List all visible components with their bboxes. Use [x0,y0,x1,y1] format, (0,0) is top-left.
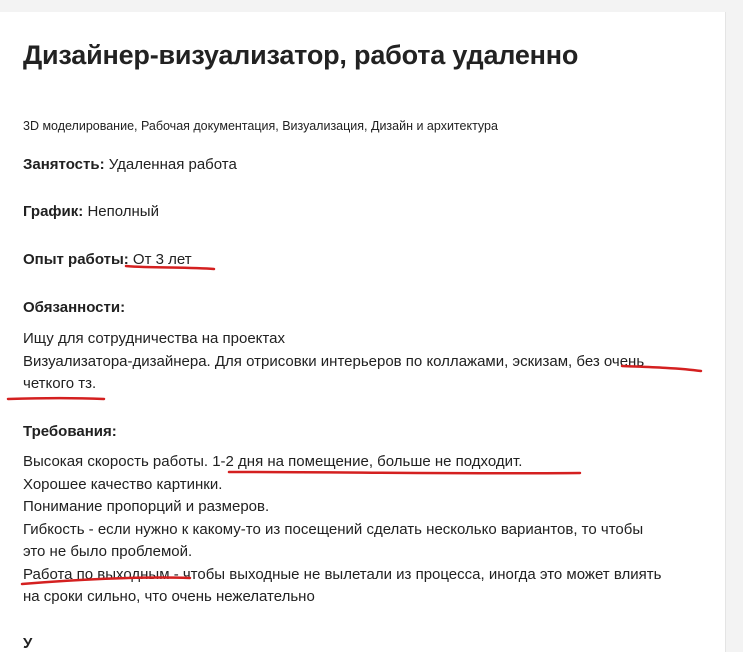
employment-label: Занятость: [23,156,105,173]
requirements-text [23,451,713,609]
duties-line: четкого тз. [23,375,97,392]
requirements-line: Работа по выходным - чтобы выходные не вылетали из процесса, иногда это может влиять [23,565,662,583]
duties-line: Визуализатора-дизайнера. Для отрисовки интерьеров по коллажами, эскизам, без очень [23,352,645,370]
experience-value: От 3 лет [128,251,192,268]
experience-field [23,248,192,272]
requirements-line: Высокая скорость работы. 1-2 дня на помещение, больше не подходит. [23,453,523,470]
requirements-line: это не было проблемой. [23,543,193,560]
requirements-line: Гибкость - если нужно к какому-то из посещений сделать несколько вариантов, то чтобы [23,520,644,538]
requirements-heading: Требования: [23,423,117,440]
employment-value: Удаленная работа [104,156,237,173]
requirements-line: Хорошее качество картинки. [23,475,223,493]
job-tags: 3D моделирование, Рабочая документация, Визуализация, Дизайн и архитектура [23,119,498,133]
next-section-heading: У [23,635,33,652]
experience-label: Опыт работы: [23,251,129,268]
duties-text [23,328,713,396]
duties-line: Ищу для сотрудничества на проектах [23,330,285,347]
schedule-field [23,200,159,224]
requirements-line: Понимание пропорций и размеров. [23,498,270,515]
job-posting-card [0,12,726,652]
schedule-value: Неполный [83,203,159,220]
schedule-label: График: [23,203,84,220]
duties-heading: Обязанности: [23,299,126,316]
requirements-line: на сроки сильно, что очень нежелательно [23,588,315,605]
job-title: Дизайнер-визуализатор, работа удаленно [23,40,579,70]
employment-field [23,153,237,177]
